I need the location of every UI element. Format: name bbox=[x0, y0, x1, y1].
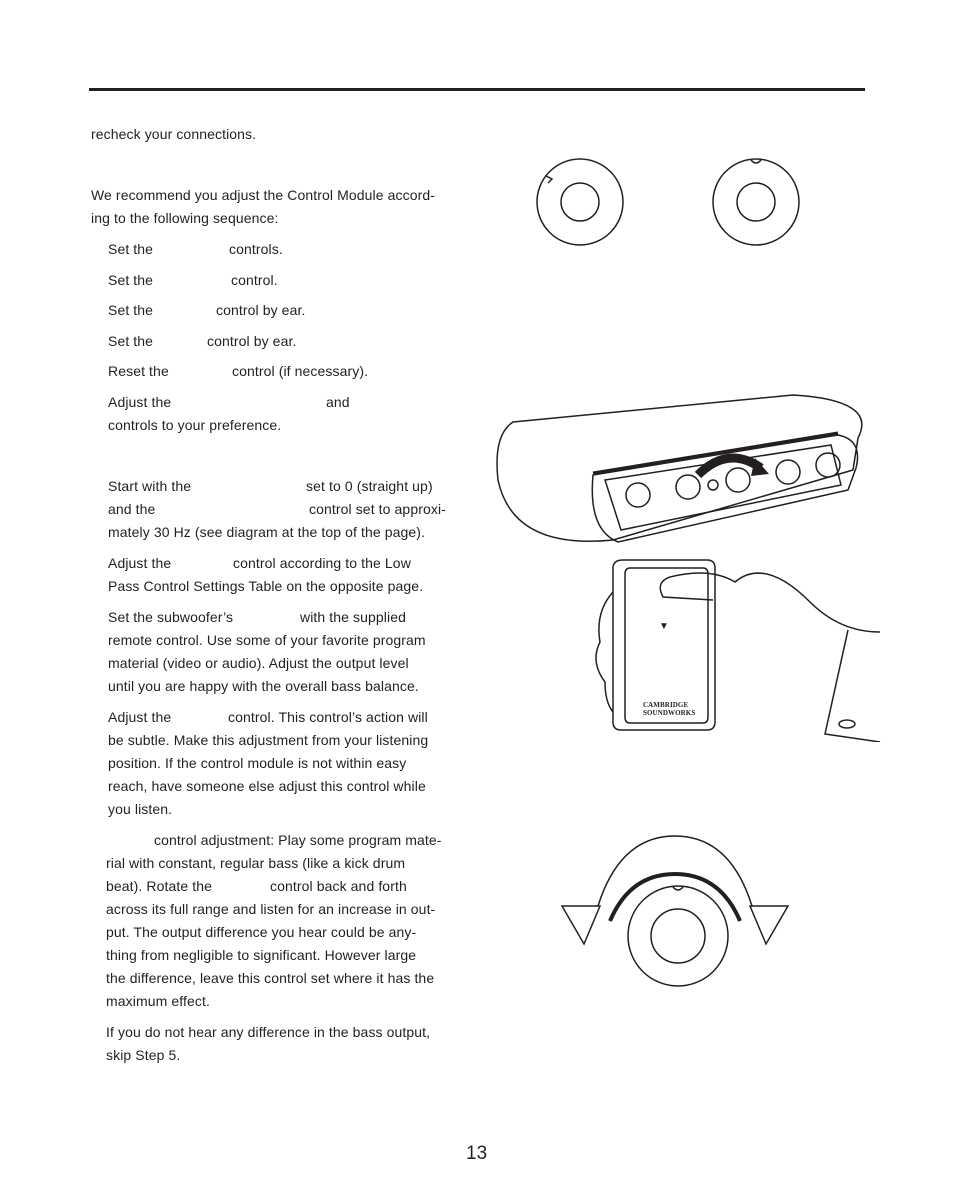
body-text-line: recheck your connections. bbox=[91, 126, 257, 142]
knob-ring-left bbox=[537, 159, 623, 245]
knob-diagram bbox=[530, 145, 820, 255]
step-text: control (if necessary). bbox=[232, 363, 369, 379]
step-text: control by ear. bbox=[216, 302, 306, 318]
down-arrow-icon: ▼ bbox=[659, 621, 669, 632]
step-text: Set the bbox=[108, 333, 154, 349]
step-text: Adjust the bbox=[108, 555, 172, 571]
header-rule bbox=[89, 88, 865, 91]
control-module-illustration bbox=[493, 390, 883, 560]
step-text: Reset the bbox=[108, 363, 169, 379]
step-text: controls. bbox=[229, 241, 283, 257]
step-text: If you do not hear any difference in the bass output, bbox=[106, 1024, 431, 1040]
step-text: Pass Control Settings Table on the opposite page. bbox=[108, 578, 424, 594]
step-text: remote control. Use some of your favorite program bbox=[108, 632, 426, 648]
body-text-line: We recommend you adjust the Control Module accord- bbox=[91, 187, 436, 203]
page-number: 13 bbox=[466, 1143, 488, 1164]
step-text: beat). Rotate the bbox=[106, 878, 212, 894]
step-text: you listen. bbox=[108, 801, 173, 817]
step-text: Adjust the bbox=[108, 394, 172, 410]
step-text: Set the subwoofer’s bbox=[108, 609, 234, 625]
step-text: control set to approxi- bbox=[309, 501, 446, 517]
step-text: maximum effect. bbox=[106, 993, 210, 1009]
step-text: Adjust the bbox=[108, 709, 172, 725]
step-text: across its full range and listen for an increase in out- bbox=[106, 901, 436, 917]
rotation-knob-diagram bbox=[560, 826, 790, 1026]
step-text: controls to your preference. bbox=[108, 417, 282, 433]
step-text: Set the bbox=[108, 241, 154, 257]
step-text: Start with the bbox=[108, 478, 192, 494]
knob-notch-right bbox=[751, 160, 761, 163]
step-text: position. If the control module is not within easy bbox=[108, 755, 407, 771]
step-text: control. This control’s action will bbox=[228, 709, 428, 725]
step-text: the difference, leave this control set where it has the bbox=[106, 970, 435, 986]
knob-ring-right bbox=[713, 159, 799, 245]
step-text: be subtle. Make this adjustment from your listening bbox=[108, 732, 429, 748]
step-text: and the bbox=[108, 501, 156, 517]
step-text: Set the bbox=[108, 302, 154, 318]
body-text-line: ing to the following sequence: bbox=[91, 210, 279, 226]
step-text: thing from negligible to significant. However large bbox=[106, 947, 417, 963]
step-text: until you are happy with the overall bass balance. bbox=[108, 678, 419, 694]
step-text: skip Step 5. bbox=[106, 1047, 181, 1063]
step-text: put. The output difference you hear could be any- bbox=[106, 924, 417, 940]
step-text: control. bbox=[231, 272, 278, 288]
step-text: Set the bbox=[108, 272, 154, 288]
step-text: control by ear. bbox=[207, 333, 297, 349]
step-text: rial with constant, regular bass (like a kick drum bbox=[106, 855, 406, 871]
step-text: set to 0 (straight up) bbox=[306, 478, 433, 494]
step-text: reach, have someone else adjust this control while bbox=[108, 778, 426, 794]
step-text: with the supplied bbox=[300, 609, 406, 625]
knob-center-left bbox=[561, 183, 599, 221]
knob-center-right bbox=[737, 183, 775, 221]
remote-brand-line2: SOUNDWORKS bbox=[643, 709, 696, 717]
step-text: control adjustment: Play some program mate- bbox=[154, 832, 442, 848]
step-text: material (video or audio). Adjust the output level bbox=[108, 655, 409, 671]
step-text: and bbox=[326, 394, 350, 410]
remote-brand-line1: CAMBRIDGE bbox=[643, 701, 689, 709]
knob-notch-left bbox=[546, 176, 552, 183]
step-text: control according to the Low bbox=[233, 555, 411, 571]
step-text: mately 30 Hz (see diagram at the top of the page). bbox=[108, 524, 426, 540]
remote-control-illustration bbox=[585, 552, 885, 742]
step-text: control back and forth bbox=[270, 878, 407, 894]
